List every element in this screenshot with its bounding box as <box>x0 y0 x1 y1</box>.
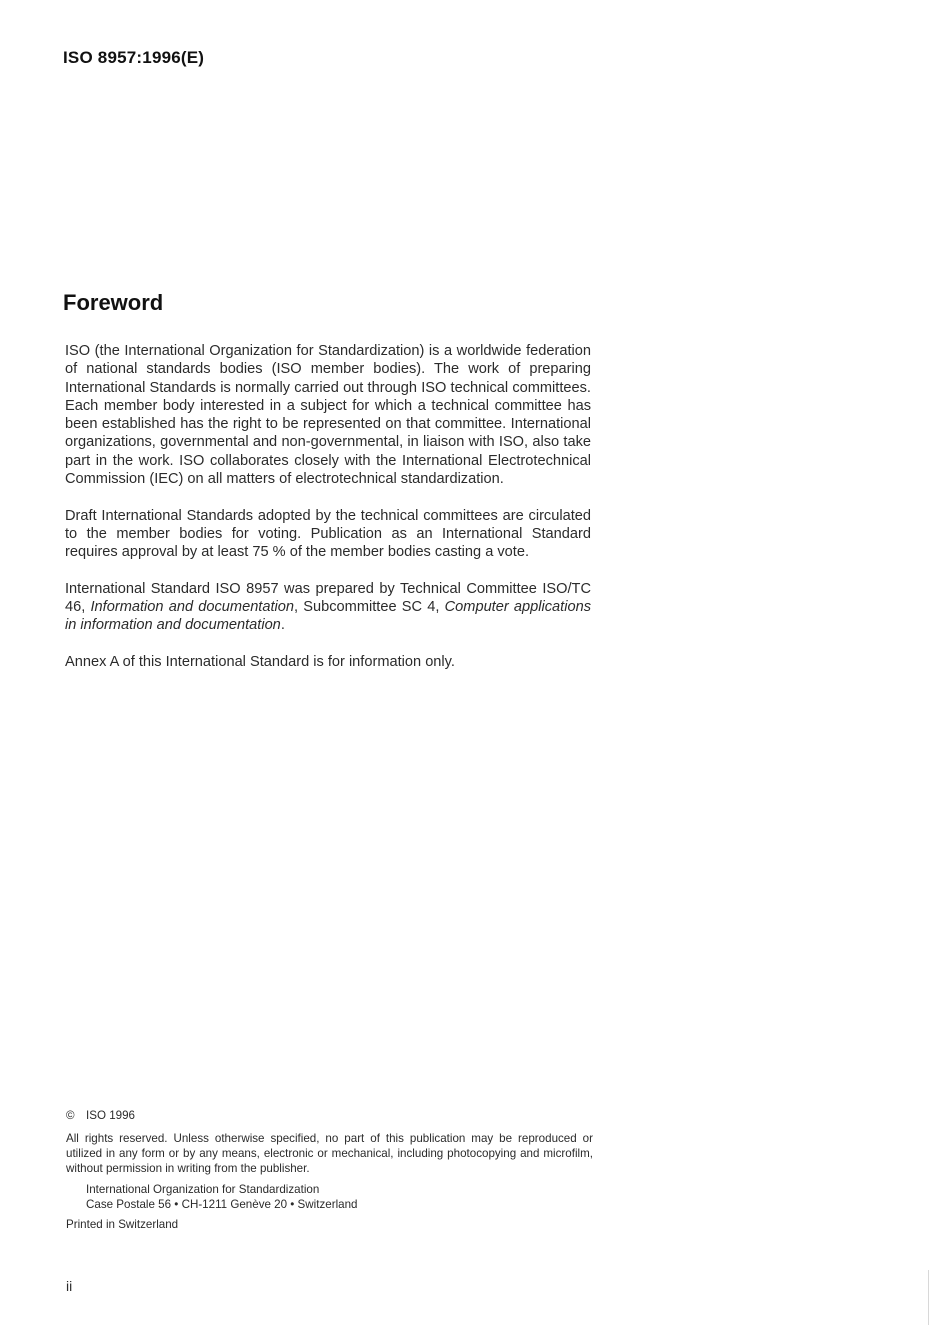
copyright-icon: © <box>66 1109 75 1122</box>
copyright-block <box>66 1108 593 1232</box>
publisher-name: International Organization for Standardization <box>86 1183 320 1196</box>
scan-edge-divider <box>928 1270 929 1325</box>
publisher-postal-address: Case Postale 56 • CH-1211 Genève 20 • Switzerland <box>86 1198 358 1211</box>
foreword-heading: Foreword <box>63 290 164 315</box>
committee-title: Information and documentation <box>90 599 295 616</box>
paragraph-3-text-c: . <box>280 617 285 634</box>
foreword-paragraph-4: Annex A of this International Standard is for information only. <box>65 654 455 671</box>
paragraph-3-text-b: , Subcommittee SC 4, <box>294 599 445 616</box>
foreword-paragraph-1: ISO (the International Organization for Standardization) is a worldwide federation of national standards bodies (ISO member bodies). The work of preparing International Standards is normally carried out through ISO technical committees. Each member body interested in a subject for which a technical committee has been established has the right to be represented on that committee. International organizations, governmental and non-governmental, in liaison with ISO, also take part in the work. ISO collaborates closely with the International Electrotechnical Commission (IEC) on all matters of electrotechnical standardization. <box>65 343 591 488</box>
rights-statement: All rights reserved. Unless otherwise specified, no part of this publication may be reproduced or utilized in any form or by any means, electronic or mechanical, including photocopying and microfilm, without permission in writing from the publisher. <box>66 1132 593 1175</box>
document-code: ISO 8957:1996(E) <box>63 48 205 67</box>
foreword-paragraph-3 <box>65 580 591 635</box>
printed-in: Printed in Switzerland <box>66 1218 179 1231</box>
foreword-paragraph-2: Draft International Standards adopted by the technical committees are circulated to the member bodies for voting. Publication as an International Standard requires approval by at least 75 % of the member bodies casting a vote. <box>65 507 591 561</box>
copyright-year: ISO 1996 <box>86 1109 135 1122</box>
publisher-address <box>86 1182 593 1212</box>
subcommittee-title: Computer applications in information and documentation <box>65 599 591 634</box>
copyright-notice <box>66 1108 593 1123</box>
paragraph-3-text-a: International Standard ISO 8957 was prepared by Technical Committee ISO/TC 46, <box>65 580 591 616</box>
foreword-body <box>65 342 591 690</box>
page-number: ii <box>66 1278 73 1294</box>
